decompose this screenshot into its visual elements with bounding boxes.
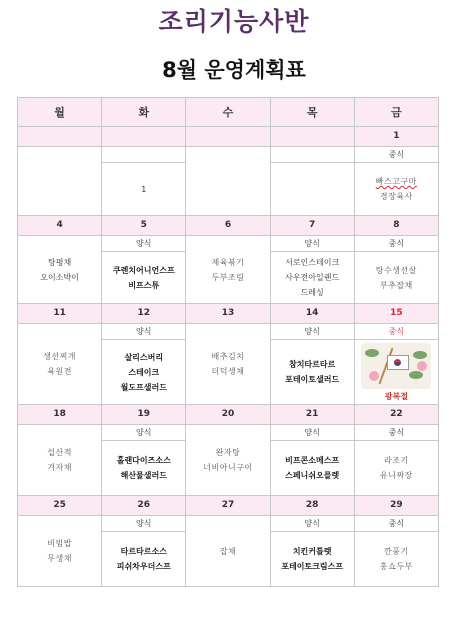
weekday-thu: 목 [270, 98, 354, 127]
menu-item: 겨자채 [47, 463, 72, 472]
menu-item: 잡채 [219, 546, 237, 556]
date-cell: 18 [18, 405, 102, 425]
menu-item: 홍쇼두부 [379, 562, 413, 571]
label-cell [102, 147, 186, 163]
menu-cell [102, 532, 186, 587]
menu-cell [102, 252, 186, 304]
menu-item: 육원전 [47, 367, 72, 376]
date-cell: 11 [18, 304, 102, 324]
menu-item: 해산물샐러드 [120, 471, 167, 480]
meal-type-label: 양식 [102, 425, 186, 441]
week4-date-row [18, 405, 439, 425]
menu-cell [354, 441, 438, 496]
page-subtitle: 8월 운영계획표 [162, 58, 306, 82]
week4-label-row [18, 425, 439, 441]
menu-item: 참치타르타르 [288, 360, 336, 369]
menu-item: 포테이토크림스프 [281, 562, 344, 571]
meal-type-label: 양식 [270, 236, 354, 252]
meal-type-label: 양식 [102, 324, 186, 340]
menu-cell [18, 236, 102, 304]
menu-cell [102, 441, 186, 496]
menu-cell [270, 163, 354, 216]
date-cell: 28 [270, 496, 354, 516]
menu-cell: 1 [102, 163, 186, 216]
date-cell: 5 [102, 216, 186, 236]
week1-label-row [18, 147, 439, 163]
week5-date-row [18, 496, 439, 516]
menu-item: 비프스튜 [128, 280, 160, 290]
meal-type-label: 중식 [354, 236, 438, 252]
date-cell: 8 [354, 216, 438, 236]
page-title: 조리기능사반 [158, 7, 310, 36]
meal-type-label: 중식 [354, 516, 438, 532]
date-cell: 27 [186, 496, 270, 516]
date-cell [18, 127, 102, 147]
menu-cell [186, 324, 270, 405]
menu-item: 섭산적 [47, 448, 72, 457]
menu-item: 비빔밥 [47, 539, 72, 548]
date-cell: 20 [186, 405, 270, 425]
week1-date-row [18, 127, 439, 147]
menu-item: 타르타르소스 [120, 547, 167, 556]
menu-item: 홀랜다이즈소스 [116, 456, 171, 465]
schedule-table [17, 97, 439, 587]
menu-cell [270, 532, 354, 587]
meal-type-label: 양식 [102, 516, 186, 532]
week3-label-row [18, 324, 439, 340]
menu-item: 탕평채 [48, 257, 72, 267]
menu-cell [186, 147, 270, 216]
date-cell: 4 [18, 216, 102, 236]
menu-item: 서로인스테이크 [285, 258, 340, 267]
label-cell [270, 147, 354, 163]
holiday-cell [354, 340, 438, 405]
menu-cell [270, 441, 354, 496]
menu-item: 제육볶기 [211, 257, 245, 267]
weekday-fri: 금 [354, 98, 438, 127]
date-cell: 6 [186, 216, 270, 236]
menu-item: 오이소박이 [40, 272, 79, 282]
menu-cell [270, 340, 354, 405]
menu-cell [186, 236, 270, 304]
date-cell: 29 [354, 496, 438, 516]
menu-item: 경장육사 [379, 192, 413, 201]
menu-item: 배추김치 [211, 352, 245, 361]
week3-date-row [18, 304, 439, 324]
date-cell [270, 127, 354, 147]
menu-item: 완자탕 [215, 448, 241, 457]
date-cell [186, 127, 270, 147]
menu-item: 유니짜장 [379, 471, 413, 480]
menu-item: 너비아니구이 [203, 463, 253, 472]
menu-item: 깐풍기 [384, 547, 409, 556]
menu-item: 스페니쉬오믈렛 [285, 471, 340, 480]
menu-item: 부추잡채 [379, 280, 413, 290]
menu-item: 무생채 [47, 554, 72, 563]
date-cell: 13 [186, 304, 270, 324]
menu-item: 두부조림 [211, 272, 245, 282]
menu-cell [354, 532, 438, 587]
menu-item: 비프콘소메스프 [285, 456, 340, 465]
meal-type-label: 중식 [354, 147, 438, 163]
meal-type-label: 중식 [354, 425, 438, 441]
meal-type-label: 양식 [270, 516, 354, 532]
menu-cell [18, 324, 102, 405]
menu-item: 살리스버리 [124, 352, 164, 362]
weekday-mon: 월 [18, 98, 102, 127]
date-cell: 12 [102, 304, 186, 324]
date-cell-holiday: 15 [354, 304, 438, 324]
meal-type-label: 양식 [270, 425, 354, 441]
menu-cell [18, 516, 102, 587]
date-cell: 25 [18, 496, 102, 516]
menu-item: 라조기 [384, 456, 409, 465]
week5-label-row [18, 516, 439, 532]
menu-item: 쿠렌치어니언스프 [112, 265, 175, 275]
menu-cell [186, 425, 270, 496]
weekday-wed: 수 [186, 98, 270, 127]
menu-item: 포테이토샐러드 [285, 375, 340, 384]
meal-type-label: 양식 [270, 324, 354, 340]
date-cell: 1 [354, 127, 438, 147]
week2-date-row [18, 216, 439, 236]
menu-item: 빠스고구마 [375, 177, 417, 186]
menu-item: 탕수생선살 [375, 265, 417, 275]
meal-type-label: 중식 [354, 324, 438, 340]
date-cell [102, 127, 186, 147]
menu-cell [354, 163, 438, 216]
weekday-header-row [18, 98, 439, 127]
menu-item: 드레싱 [300, 288, 324, 297]
menu-cell [186, 516, 270, 587]
date-cell: 22 [354, 405, 438, 425]
menu-cell [270, 252, 354, 304]
date-cell: 19 [102, 405, 186, 425]
date-cell: 21 [270, 405, 354, 425]
date-cell: 14 [270, 304, 354, 324]
date-cell: 26 [102, 496, 186, 516]
menu-cell [354, 252, 438, 304]
menu-item: 스테이크 [128, 367, 160, 377]
menu-item: 더덕생채 [211, 367, 245, 376]
menu-item: 생선찌개 [43, 352, 77, 361]
weekday-tue: 화 [102, 98, 186, 127]
korean-flag-illustration [361, 343, 431, 389]
date-cell: 7 [270, 216, 354, 236]
menu-cell [102, 340, 186, 405]
menu-item: 피쉬차우더스프 [116, 562, 171, 571]
menu-item: 월도프샐러드 [120, 382, 167, 392]
menu-cell [18, 425, 102, 496]
menu-item: 치킨커틀렛 [292, 547, 332, 556]
meal-type-label: 양식 [102, 236, 186, 252]
menu-cell [18, 147, 102, 216]
holiday-name: 광복절 [384, 391, 408, 401]
menu-item: 사우전아일랜드 [285, 273, 340, 282]
week2-label-row [18, 236, 439, 252]
